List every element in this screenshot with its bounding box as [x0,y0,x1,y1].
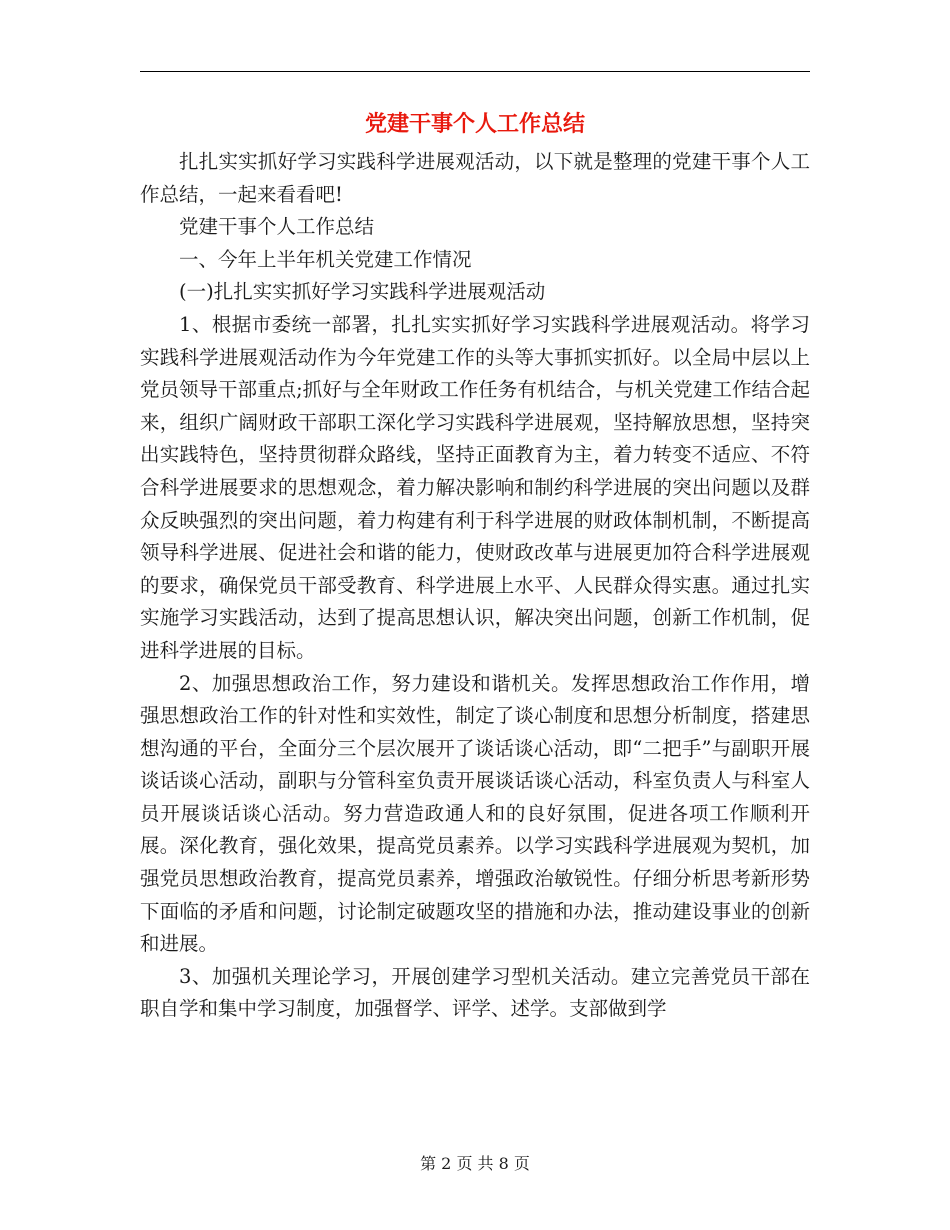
document-body [140,146,810,1026]
intro-paragraph: 扎扎实实抓好学习实践科学进展观活动，以下就是整理的党建干事个人工作总结，一起来看看吧! [140,150,810,206]
paragraph-item-3: 3、加强机关理论学习，开展创建学习型机关活动。建立完善党员干部在职自学和集中学习制度，加强督学、评学、述学。支部做到学 [140,964,810,1021]
paragraph-item-2: 2、加强思想政治工作，努力建设和谐机关。发挥思想政治工作作用，增强思想政治工作的针对性和实效性，制定了谈心制度和思想分析制度，搭建思想沟通的平台，全面分三个层次展开了谈话谈心活动，即“二把手”与副职开展谈话谈心活动，副职与分管科室负责开展谈话谈心活动，科室负责人与科室人员开展谈话谈心活动。努力营造政通人和的良好氛围，促进各项工作顺利开展。深化教育，强化效果，提高党员素养。以学习实践科学进展观为契机，加强党员思想政治教育，提高党员素养，增强政治敏锐性。仔细分析思考新形势下面临的矛盾和问题，讨论制定破题攻坚的措施和办法，推动建设事业的创新和进展。 [140,671,810,956]
subsection-heading: (一)扎扎实实抓好学习实践科学进展观活动 [179,280,546,304]
header-rule [140,71,810,72]
page-number: 第 2 页 共 8 页 [420,1154,530,1173]
document-title: 党建干事个人工作总结 [364,111,585,137]
section-heading: 党建干事个人工作总结 [179,215,375,239]
paragraph-item-1: 1、根据市委统一部署，扎扎实实抓好学习实践科学进展观活动。将学习实践科学进展观活动作为今年党建工作的头等大事抓实抓好。以全局中层以上党员领导干部重点;抓好与全年财政工作任务有机结合，与机关党建工作结合起来，组织广阔财政干部职工深化学习实践科学进展观，坚持解放思想，坚持突出实践特色，坚持贯彻群众路线，坚持正面教育为主，着力转变不适应、不符合科学进展要求的思想观念，着力解决影响和制约科学进展的突出问题以及群众反映强烈的突出问题，着力构建有利于科学进展的财政体制机制，不断提高领导科学进展、促进社会和谐的能力，使财政改革与进展更加符合科学进展观的要求，确保党员干部受教育、科学进展上水平、人民群众得实惠。通过扎实实施学习实践活动，达到了提高思想认识，解决突出问题，创新工作机制，促进科学进展的目标。 [140,312,810,662]
part-one-heading: 一、今年上半年机关党建工作情况 [179,247,472,271]
